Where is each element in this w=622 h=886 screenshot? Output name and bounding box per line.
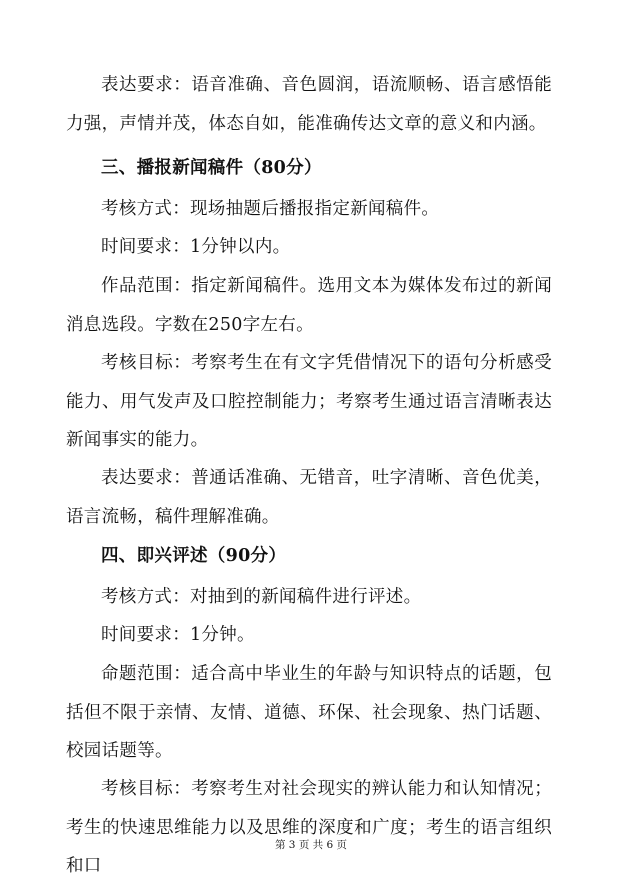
paragraph-commentary-time-requirement: 时间要求：1分钟。: [101, 625, 255, 645]
paragraph-news-time-requirement: 时间要求：1分钟以内。: [101, 237, 291, 257]
paragraph-expression-requirement-reading: 表达要求：语音准确、音色圆润，语流顺畅、语言感悟能力强，声情并茂，体态自如，能准确传达文章的意义和内涵。: [66, 75, 552, 134]
paragraph-news-work-scope: 作品范围：指定新闻稿件。选用文本为媒体发布过的新闻消息选段。字数在250字左右。: [66, 276, 552, 335]
paragraph-commentary-assessment-method: 考核方式：对抽到的新闻稿件进行评述。: [101, 587, 422, 607]
page-number-footer: 第 3 页 共 6 页: [274, 839, 348, 851]
paragraph-commentary-assessment-goal: 考核目标：考察考生对社会现实的辨认能力和认知情况；考生的快速思维能力以及思维的深度和广度；考生的语言组织和口: [66, 779, 552, 876]
paragraph-news-assessment-goal: 考核目标：考察考生在有文字凭借情况下的语句分析感受能力、用气发声及口腔控制能力；考察考生通过语言清晰表达新闻事实的能力。: [66, 353, 552, 450]
paragraph-commentary-topic-scope: 命题范围：适合高中毕业生的年龄与知识特点的话题，包括但不限于亲情、友情、道德、环保、社会现象、热门话题、校园话题等。: [66, 664, 552, 761]
section-heading-news-broadcast: 三、播报新闻稿件（80分）: [101, 158, 322, 178]
paragraph-news-assessment-method: 考核方式：现场抽题后播报指定新闻稿件。: [101, 199, 440, 219]
paragraph-news-expression-requirement: 表达要求：普通话准确、无错音，吐字清晰、音色优美，语言流畅，稿件理解准确。: [66, 468, 552, 527]
section-heading-impromptu-commentary: 四、即兴评述（90分）: [101, 546, 287, 566]
